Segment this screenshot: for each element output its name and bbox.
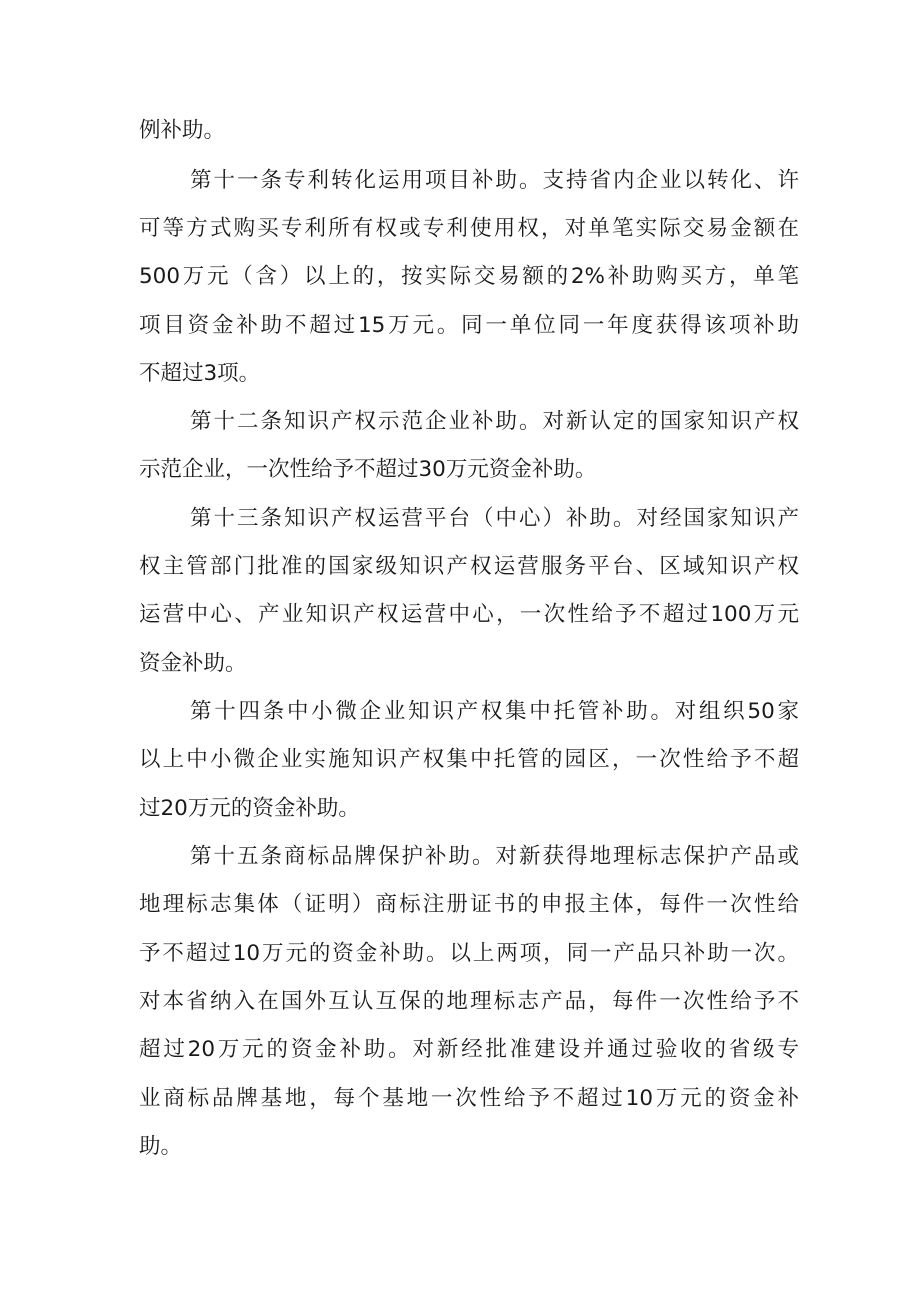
article-14-line-3: 过20万元的资金补助。 [139, 796, 360, 821]
article-13-line-1: 第十三条知识产权运营平台（中心）补助。对经国家知识产 [190, 506, 799, 531]
article-12-line-1: 第十二条知识产权示范企业补助。对新认定的国家知识产权 [190, 409, 799, 434]
article-11-line-5: 不超过3项。 [139, 361, 261, 386]
article-11-line-2: 可等方式购买专利所有权或专利使用权，对单笔实际交易金额在 [139, 216, 799, 241]
article-15-line-6: 业商标品牌基地，每个基地一次性给予不超过10万元的资金补 [139, 1086, 799, 1111]
article-15-line-3: 予不超过10万元的资金补助。以上两项，同一产品只补助一次。 [139, 941, 799, 966]
article-11-line-4: 项目资金补助不超过15万元。同一单位同一年度获得该项补助 [139, 313, 799, 338]
article-11-line-1: 第十一条专利转化运用项目补助。支持省内企业以转化、许 [190, 168, 799, 193]
article-11-line-3: 500万元（含）以上的，按实际交易额的2%补助购买方，单笔 [139, 264, 799, 289]
article-14-line-1: 第十四条中小微企业知识产权集中托管补助。对组织50家 [190, 699, 799, 724]
article-15-line-5: 超过20万元的资金补助。对新经批准建设并通过验收的省级专 [139, 1037, 799, 1062]
article-13-line-2: 权主管部门批准的国家级知识产权运营服务平台、区域知识产权 [139, 554, 799, 579]
article-15-line-7: 助。 [139, 1134, 183, 1159]
article-15-line-2: 地理标志集体（证明）商标注册证书的申报主体，每件一次性给 [139, 892, 799, 917]
article-14-line-2: 以上中小微企业实施知识产权集中托管的园区，一次性给予不超 [139, 747, 799, 772]
article-12-line-2: 示范企业，一次性给予不超过30万元资金补助。 [139, 457, 597, 482]
text-line-continuation: 例补助。 [139, 118, 226, 143]
article-15-line-4: 对本省纳入在国外互认互保的地理标志产品，每件一次性给予不 [139, 989, 799, 1014]
article-13-line-4: 资金补助。 [139, 651, 247, 676]
article-15-line-1: 第十五条商标品牌保护补助。对新获得地理标志保护产品或 [190, 844, 799, 869]
article-13-line-3: 运营中心、产业知识产权运营中心，一次性给予不超过100万元 [139, 602, 799, 627]
